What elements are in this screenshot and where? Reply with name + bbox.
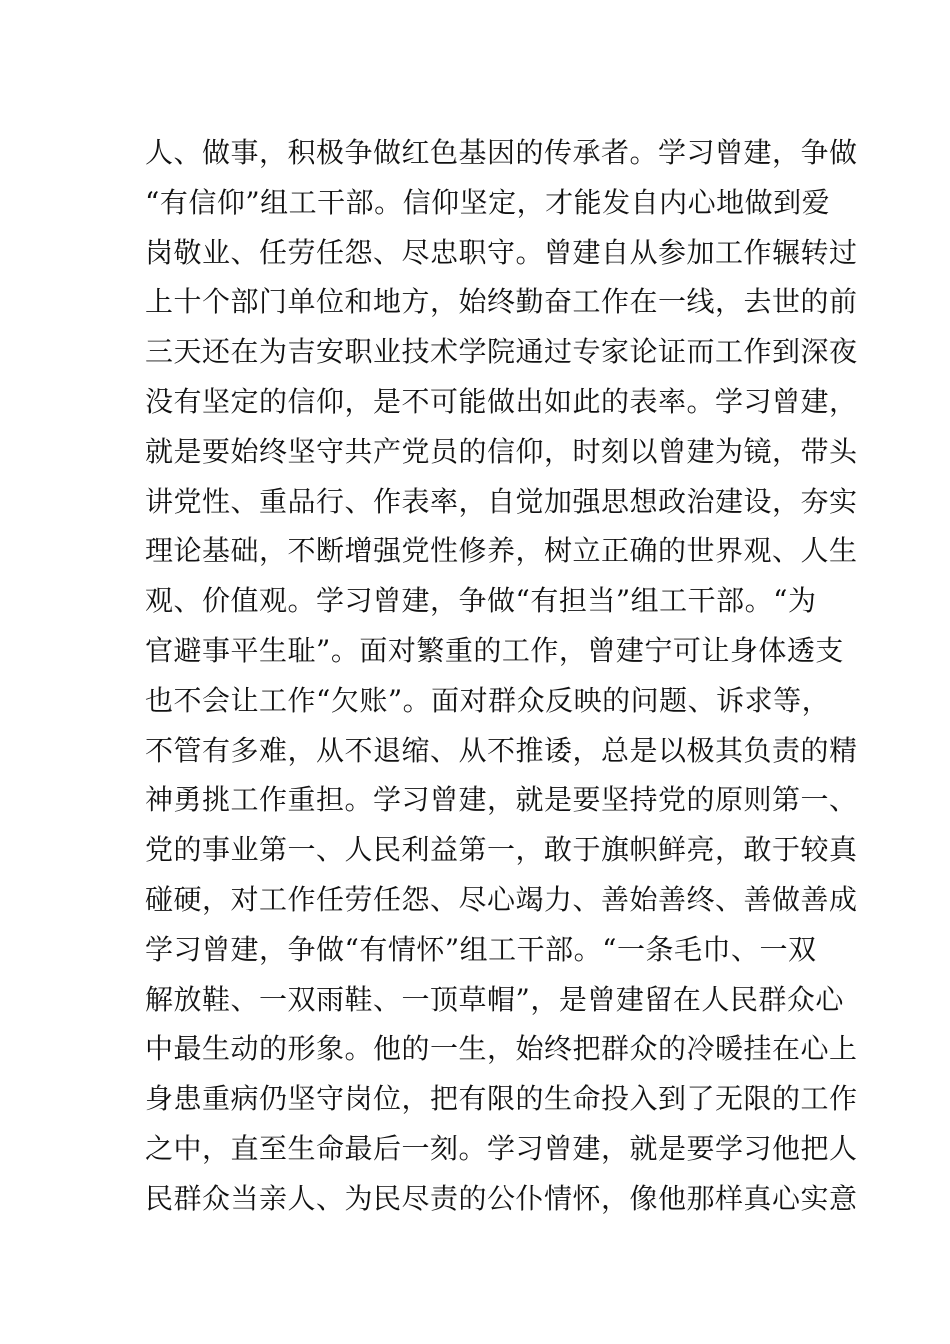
text-line: 上十个部门单位和地方，始终勤奋工作在一线，去世的前 xyxy=(145,285,858,319)
text-line: 官避事平生耻”。面对繁重的工作，曾建宁可让身体透支 xyxy=(145,633,844,667)
text-line: 民群众当亲人、为民尽责的公仆情怀，像他那样真心实意 xyxy=(145,1181,858,1215)
text-line: 岗敬业、任劳任怨、尽忠职守。曾建自从参加工作辗转过 xyxy=(145,235,858,269)
body-text xyxy=(145,128,858,1224)
text-line: 学习曾建，争做“有情怀”组工干部。“一条毛巾、一双 xyxy=(145,932,817,966)
text-line: 碰硬，对工作任劳任怨、尽心竭力、善始善终、善做善成 xyxy=(145,882,858,916)
text-line: 不管有多难，从不退缩、从不推诿，总是以极其负责的精 xyxy=(145,733,858,767)
text-line: 理论基础，不断增强党性修养，树立正确的世界观、人生 xyxy=(145,534,858,568)
text-line: 人、做事，积极争做红色基因的传承者。学习曾建，争做 xyxy=(145,136,858,169)
text-line: 没有坚定的信仰，是不可能做出如此的表率。学习曾建， xyxy=(145,384,858,418)
text-line: 讲党性、重品行、作表率，自觉加强思想政治建设，夯实 xyxy=(145,484,858,518)
text-line: 中最生动的形象。他的一生，始终把群众的冷暖挂在心上 xyxy=(145,1032,858,1066)
text-line: 也不会让工作“欠账”。面对群众反映的问题、诉求等， xyxy=(145,683,831,717)
text-line: 身患重病仍坚守岗位，把有限的生命投入到了无限的工作 xyxy=(145,1082,858,1116)
text-line: 之中，直至生命最后一刻。学习曾建，就是要学习他把人 xyxy=(145,1131,858,1165)
text-line: 神勇挑工作重担。学习曾建，就是要坚持党的原则第一、 xyxy=(145,783,858,817)
text-line: 就是要始终坚守共产党员的信仰，时刻以曾建为镜，带头 xyxy=(145,434,858,468)
text-line: 观、价值观。学习曾建，争做“有担当”组工干部。“为 xyxy=(145,584,817,618)
text-line: 三天还在为吉安职业技术学院通过专家论证而工作到深夜 xyxy=(145,335,858,369)
text-line: 解放鞋、一双雨鞋、一顶草帽”，是曾建留在人民群众心 xyxy=(145,982,844,1016)
text-line: 党的事业第一、人民利益第一，敢于旗帜鲜亮，敢于较真 xyxy=(145,833,858,867)
text-line: “有信仰”组工干部。信仰坚定，才能发自内心地做到爱 xyxy=(145,185,831,219)
